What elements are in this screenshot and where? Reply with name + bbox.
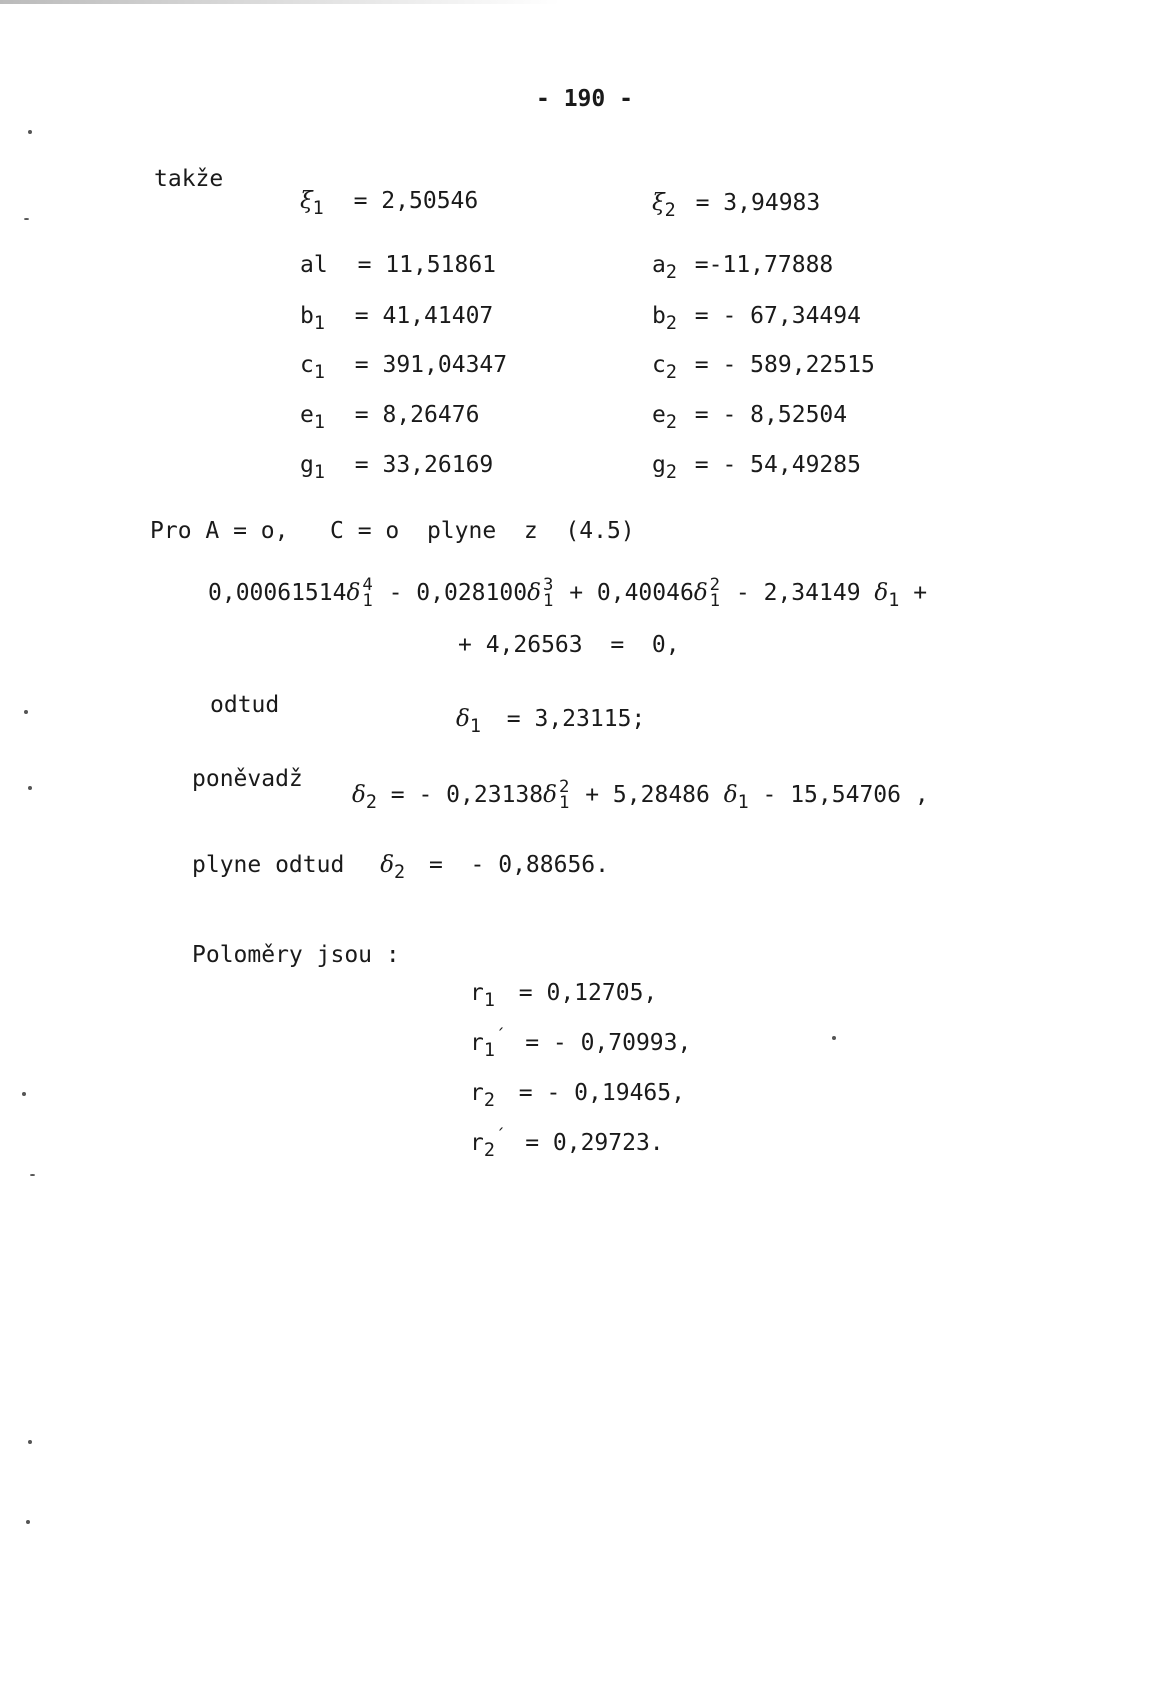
quartic-equation: 0,00061514δ 4 1 - 0,028100δ 3 1 + 0,40046δ 2 1 - 2,34149 $\delta_1$ +: [208, 575, 928, 612]
delta2-relation: $\delta_2$ = - 0,23138δ 2 1 + 5,28486 $\delta_1 - 15,54706$ ,: [352, 777, 929, 814]
scan-speck: [28, 786, 32, 790]
row-g: $g_1 = 33,26169$: [300, 452, 494, 484]
row-c: $c_1 = 391,04347$: [300, 352, 508, 384]
row-a-2: $a_2 =-11,77888$: [652, 252, 834, 284]
delta1-result: $\delta_1 = 3,23115$;: [456, 706, 646, 738]
radius-r1: $r_1 = 0,12705$,: [470, 980, 658, 1012]
row-c-2: $c_2$ = - 589,22515: [652, 352, 875, 384]
xi-symbol: ξ: [300, 188, 313, 214]
scan-edge-line: [0, 0, 560, 4]
scan-speck: [22, 1092, 26, 1096]
scan-speck: [24, 218, 29, 220]
ponevadz-label: poněvadž: [192, 766, 303, 792]
scan-speck: [28, 130, 32, 134]
row-e-2: $e_2$ = - 8,52504: [652, 402, 848, 434]
radii-label: Poloměry jsou :: [192, 942, 400, 968]
row-xi: $\xi_1 = 2,50546$: [300, 188, 479, 220]
row-e: $e_1 = 8,26476$: [300, 402, 480, 434]
row-xi-2: $\xi_2 = 3,94983$: [652, 190, 821, 222]
scan-speck: [26, 1520, 30, 1524]
intro-word: takže: [154, 166, 224, 192]
odtud-label: odtud: [210, 692, 280, 718]
scan-speck: [30, 1174, 35, 1176]
condition-line: Pro A = o, C = o plyne z (4.5): [150, 518, 635, 544]
scan-speck: [24, 710, 28, 714]
row-g-2: $g_2$ = - 54,49285: [652, 452, 861, 484]
scan-speck: [832, 1036, 836, 1040]
row-b: $b_1 = 41,41407$: [300, 303, 494, 335]
radius-r2-prime: $r_2^´ = 0,29723$.: [470, 1125, 664, 1162]
radius-r1-prime: $r_1^´$ = - 0,70993,: [470, 1025, 692, 1062]
row-a: al = 11,51861: [300, 252, 497, 278]
page-number: - 190 -: [536, 86, 633, 112]
scan-speck: [28, 1440, 32, 1444]
quartic-equation-line2: + 4,26563 = 0,: [458, 632, 680, 658]
radius-r2: $r_2$ = - 0,19465,: [470, 1080, 685, 1112]
delta2-result: plyne odtud $\delta_2$ = - 0,88656.: [192, 852, 609, 884]
row-b-2: $b_2$ = - 67,34494: [652, 303, 861, 335]
